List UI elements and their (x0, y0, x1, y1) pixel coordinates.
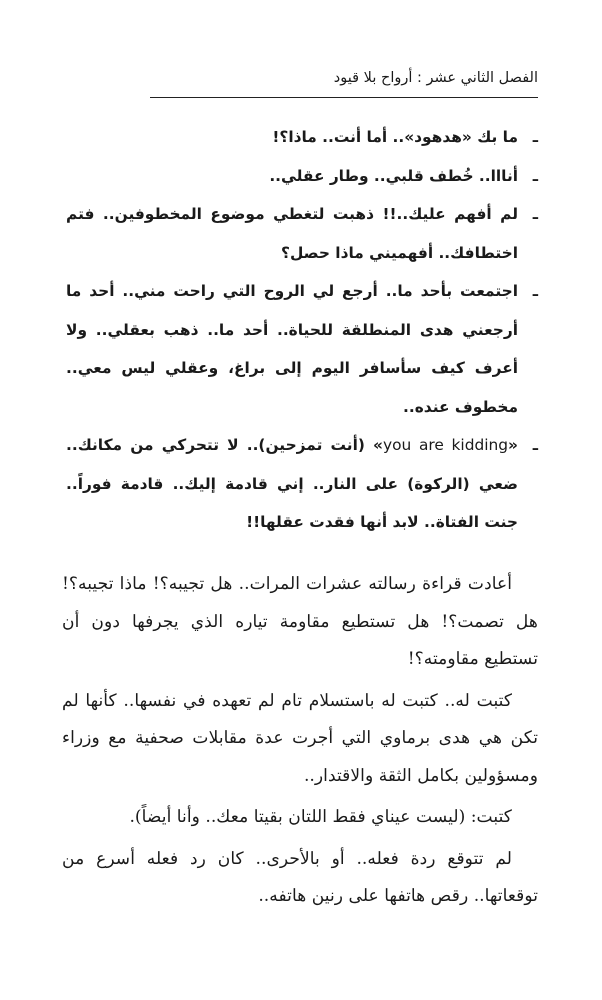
quote-open: « (508, 436, 518, 454)
quote-close: » (373, 436, 383, 454)
narrative-paragraph: أعادت قراءة رسالته عشرات المرات.. هل تجيبه؟! ماذا تجيبه؟! هل تصمت؟! هل تستطيع مقاومة تياره الذي يجرفها دون أن تستطيع مقاومته؟! (62, 574, 538, 669)
english-phrase: you are kidding (382, 436, 509, 454)
narrative-paragraph: كتبت له.. كتبت له باستسلام تام لم تعهده في نفسها.. كأنها لم تكن هي هدى برماوي التي أجرت عدة مقابلات صحفية مع وزراء ومسؤولين بكامل الثقة والاقتدار.. (62, 690, 538, 786)
chapter-title: الفصل الثاني عشر : أرواح بلا قيود (333, 70, 538, 86)
chapter-header (150, 62, 538, 98)
dialogue-line (66, 118, 538, 157)
dialogue-line (66, 272, 538, 426)
dialogue-text: ما بك «هدهود».. أما أنت.. ماذا؟! (272, 128, 518, 146)
dialogue-dash: ـ (532, 128, 538, 146)
dialogue-text: اجتمعت بأحد ما.. أرجع لي الروح التي راحت مني.. أحد ما أرجعني هدى المنطلقة للحياة.. أحد ما.. ذهب بعقلي.. ولا أعرف كيف سأسافر اليوم إلى براغ، وعقلي ليس معي.. مخطوف عنده.. (66, 282, 518, 416)
dialogue-section (66, 118, 538, 542)
dialogue-dash: ـ (532, 166, 538, 185)
narrative-paragraph: كتبت: (ليست عيناي فقط اللتان بقيتا معك.. وأنا أيضاً). (129, 807, 512, 827)
dialogue-dash: ـ (532, 205, 538, 223)
dialogue-line (66, 426, 538, 542)
dialogue-dash: ـ (532, 282, 538, 300)
dialogue-line (66, 195, 538, 272)
dialogue-text: لم أفهم عليك..!! ذهبت لتغطي موضوع المخطوفين.. فتم اختطافك.. أفهميني ماذا حصل؟ (66, 205, 518, 262)
dialogue-dash: ـ (532, 436, 538, 454)
dialogue-text: (أنت تمزحين).. لا تتحركي من مكانك.. ضعي (الركوة) على النار.. إني قادمة إليك.. قادمة فوراً.. جنت الفتاة.. لابد أنها فقدت عقلها!! (66, 436, 518, 531)
narrative-paragraph: لم تتوقع ردة فعله.. أو بالأحرى.. كان رد فعله أسرع من توقعاتها.. رقص هاتفها على رنين هاتفه.. (62, 848, 538, 906)
dialogue-text: أنااا.. خُطف قلبي.. وطار عقلي.. (269, 166, 518, 185)
narrative-section (62, 566, 538, 920)
dialogue-line (66, 157, 538, 196)
